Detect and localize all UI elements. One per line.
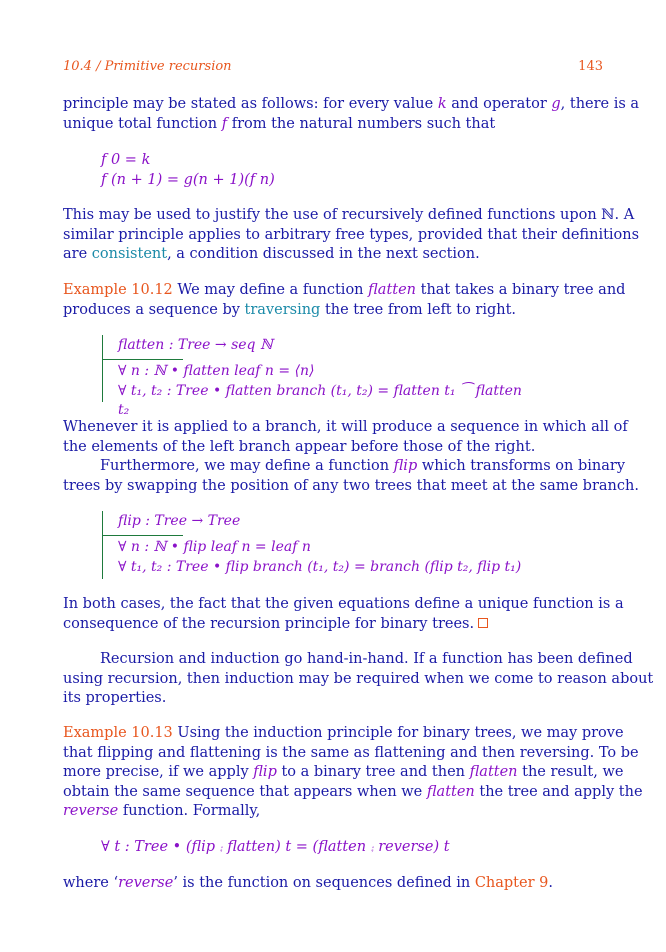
text-line: where ‘reverse’ is the function on sequences defined in Chapter 9. (63, 875, 553, 891)
end-of-example-square-icon (478, 618, 488, 628)
paragraph-reverse (63, 874, 603, 894)
text-line: trees by swapping the position of any two trees that meet at the same branch. (63, 477, 639, 494)
schema-declaration: flatten : Tree → seq ℕ (118, 337, 273, 353)
paragraph-branch (63, 418, 639, 496)
text-line: consequence of the recursion principle for binary trees. (63, 615, 603, 635)
text-line: similar principle applies to arbitrary free types, provided that their definitions (63, 226, 640, 243)
paragraph-principle (63, 95, 640, 134)
text-line: unique total function f from the natural numbers such that (63, 115, 496, 132)
text-line: obtain the same sequence that appears when we flatten the tree and apply the (63, 783, 643, 800)
example-label: Example 10.12 (63, 282, 173, 298)
predicate-branch: ∀ t₁, t₂ : Tree • flatten branch (t₁, t₂) = flatten t₁ ⁀ flatten t₂ (118, 382, 522, 418)
schema-flip (102, 511, 523, 579)
schema-declaration: flip : Tree → Tree (118, 513, 241, 529)
link-chapter-9[interactable]: Chapter 9 (474, 875, 549, 891)
schema-predicates (103, 359, 523, 421)
text-line: In both cases, the fact that the given equations define a unique function is a (63, 596, 624, 612)
page-number: 143 (578, 59, 603, 74)
predicate-leaf: ∀ n : ℕ • flatten leaf n = ⟨n⟩ (118, 363, 315, 379)
example-10-13 (63, 724, 643, 822)
text-line: principle may be stated as follows: for every value k and operator g, there is a (63, 96, 640, 112)
recursion-equations (101, 151, 275, 190)
text-line: Furthermore, we may define a function flip which transforms on binary (100, 458, 626, 475)
text-line: its properties. (63, 690, 167, 707)
schema-flatten (102, 335, 523, 418)
text-line: Example 10.12 We may define a function flatten that takes a binary tree and (63, 282, 626, 298)
text-line: using recursion, then induction may be required when we come to reason about (63, 670, 654, 687)
predicate-leaf: ∀ n : ℕ • flip leaf n = leaf n (118, 539, 311, 555)
text-line: more precise, if we apply flip to a binary tree and then flatten the result, we (63, 764, 624, 781)
schema-rule (103, 535, 183, 536)
paragraph-both-cases (63, 595, 624, 634)
text-line: This may be used to justify the use of recursively defined functions upon ℕ. A (63, 207, 635, 223)
section-title: 10.4 / Primitive recursion (63, 59, 232, 74)
example-10-12 (63, 281, 626, 320)
text-line: produces a sequence by traversing the tree from left to right. (63, 301, 517, 318)
equation-base: f 0 = k (101, 152, 151, 168)
text-line: reverse function. Formally, (63, 803, 261, 820)
text-line: Whenever it is applied to a branch, it will produce a sequence in which all of (63, 419, 628, 435)
link-consistent[interactable]: consistent (91, 246, 168, 263)
text-line: that flipping and flattening is the same as flattening and then reversing. To be (63, 744, 639, 761)
paragraph-recursion-induction (63, 650, 654, 709)
paragraph-justify (63, 206, 640, 265)
schema-predicates (103, 535, 523, 577)
predicate-branch: ∀ t₁, t₂ : Tree • flip branch (t₁, t₂) = branch (flip t₂, flip t₁) (118, 558, 522, 575)
text-line: Recursion and induction go hand-in-hand. If a function has been defined (100, 651, 633, 667)
text-line: Example 10.13 Using the induction principle for binary trees, we may prove (63, 725, 624, 741)
text-line: the elements of the left branch appear before those of the right. (63, 438, 536, 455)
equation-step: f (n + 1) = g(n + 1)(f n) (101, 171, 275, 188)
formal-statement: ∀ t : Tree • (flip ⨾ flatten) t = (flatten ⨾ reverse) t (101, 839, 450, 855)
running-header (63, 59, 603, 74)
link-traversing[interactable]: traversing (244, 301, 321, 318)
schema-rule (103, 359, 183, 360)
example-label: Example 10.13 (63, 725, 173, 741)
text-line: are consistent, a condition discussed in the next section. (63, 246, 480, 263)
